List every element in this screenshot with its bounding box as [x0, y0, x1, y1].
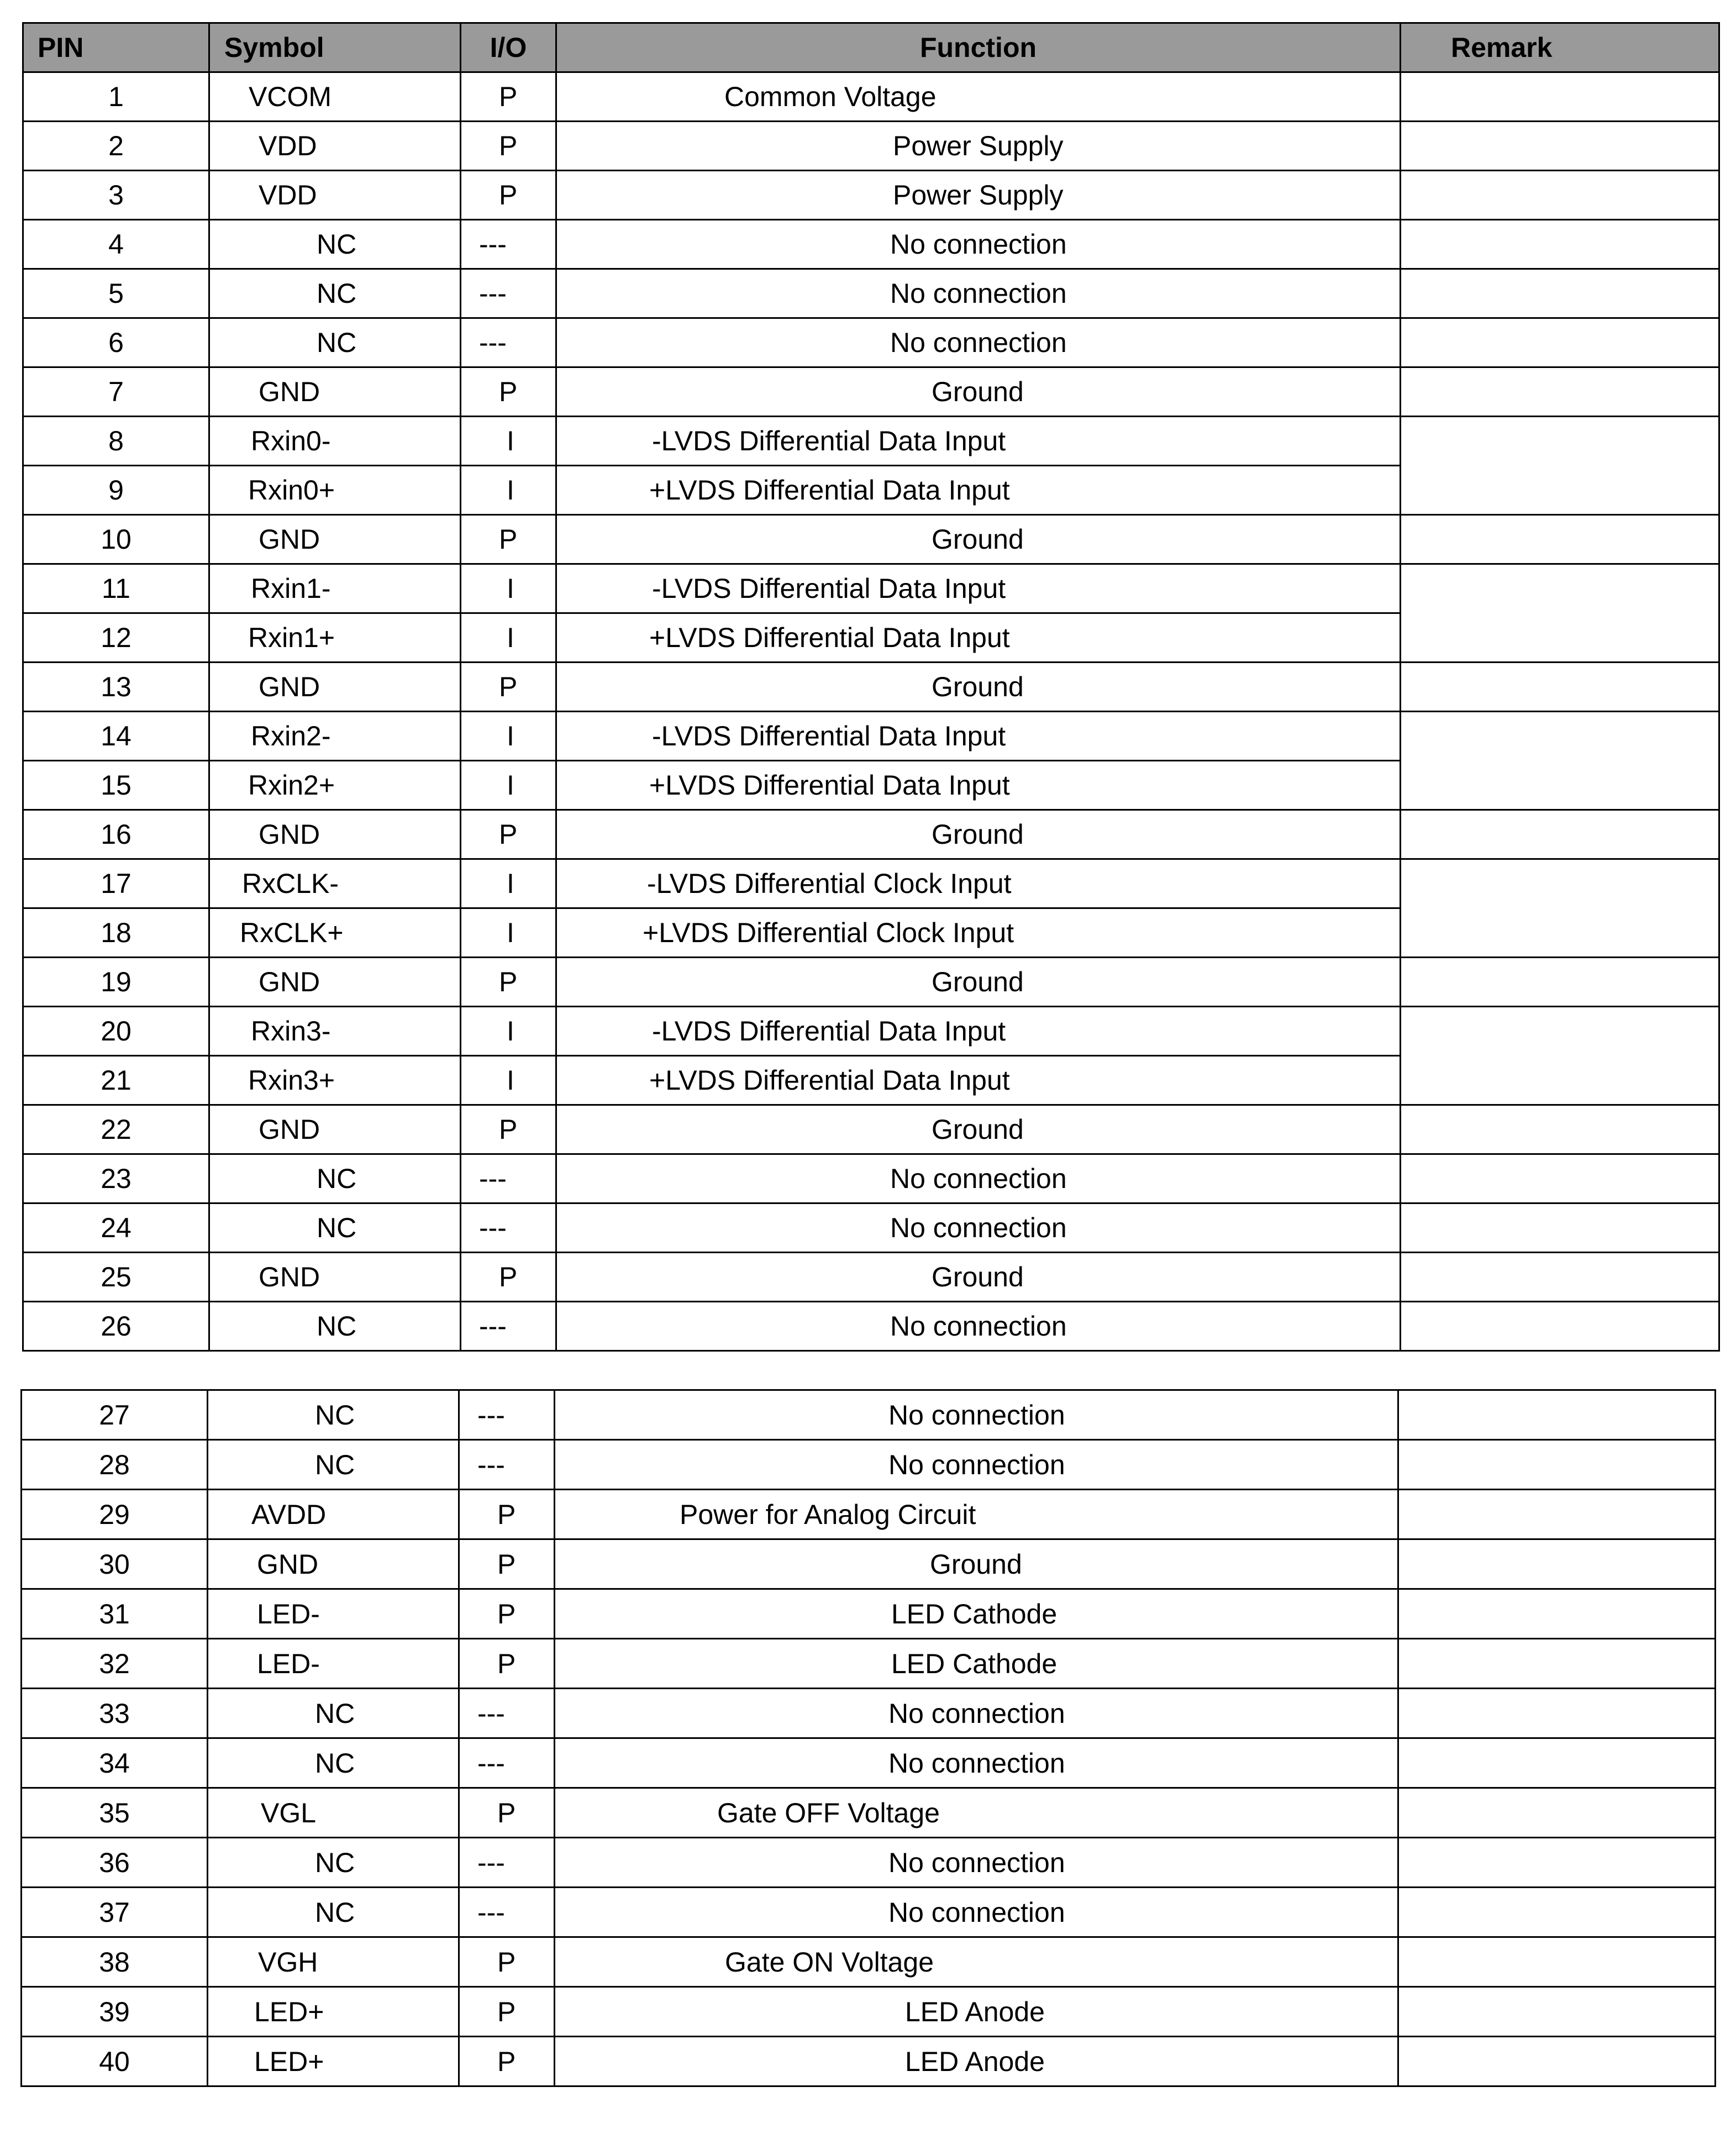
remark-cell [1401, 1154, 1719, 1203]
function-cell: No connection [556, 269, 1401, 318]
function-cell: No connection [555, 1738, 1398, 1788]
io-cell: P [459, 2037, 555, 2086]
symbol-cell: NC [209, 1203, 461, 1253]
symbol-cell: VDD [209, 122, 461, 171]
function-cell: Ground [556, 367, 1401, 417]
pin-cell: 8 [23, 417, 209, 466]
remark-cell [1398, 1689, 1716, 1738]
table-row [23, 712, 1719, 761]
header-row [23, 23, 1719, 72]
table-row [23, 515, 1719, 564]
symbol-cell: Rxin3- [209, 1007, 461, 1056]
symbol-cell: RxCLK+ [209, 908, 461, 958]
table-row [22, 1738, 1716, 1788]
table-row [23, 220, 1719, 269]
function-cell: Power for Analog Circuit [555, 1490, 1398, 1539]
pin-cell: 35 [22, 1788, 208, 1838]
remark-cell [1401, 171, 1719, 220]
io-cell: P [461, 1105, 556, 1154]
io-cell: P [461, 367, 556, 417]
pin-cell: 40 [22, 2037, 208, 2086]
pin-cell: 12 [23, 613, 209, 663]
table-row [22, 1440, 1716, 1490]
table-row [22, 1838, 1716, 1888]
pin-cell: 22 [23, 1105, 209, 1154]
table-row [22, 1788, 1716, 1838]
symbol-cell: NC [208, 1689, 459, 1738]
io-cell: P [459, 1937, 555, 1987]
function-cell: No connection [556, 1302, 1401, 1351]
pin-cell: 11 [23, 564, 209, 613]
symbol-cell: NC [208, 1838, 459, 1888]
function-cell: Ground [555, 1539, 1398, 1589]
remark-cell [1401, 712, 1719, 810]
symbol-cell: NC [209, 220, 461, 269]
symbol-cell: GND [209, 367, 461, 417]
symbol-cell: NC [208, 1390, 459, 1440]
function-cell: Ground [556, 1253, 1401, 1302]
symbol-cell: LED- [208, 1589, 459, 1639]
table-row [22, 1390, 1716, 1440]
io-cell: P [461, 72, 556, 122]
pin-table-part-2 [20, 1389, 1716, 2087]
remark-cell [1398, 1738, 1716, 1788]
io-cell: P [461, 171, 556, 220]
remark-cell [1398, 2037, 1716, 2086]
symbol-cell: LED+ [208, 2037, 459, 2086]
symbol-cell: NC [209, 1154, 461, 1203]
io-cell: --- [461, 1154, 556, 1203]
table-row [22, 1987, 1716, 2037]
remark-cell [1401, 367, 1719, 417]
pin-cell: 33 [22, 1689, 208, 1738]
symbol-cell: LED- [208, 1639, 459, 1689]
function-cell: No connection [556, 1154, 1401, 1203]
io-cell: P [461, 1253, 556, 1302]
remark-cell [1401, 564, 1719, 663]
symbol-cell: GND [209, 958, 461, 1007]
io-cell: P [461, 122, 556, 171]
function-cell: +LVDS Differential Data Input [556, 613, 1401, 663]
pin-cell: 14 [23, 712, 209, 761]
io-cell: P [459, 1490, 555, 1539]
symbol-cell: LED+ [208, 1987, 459, 2037]
pin-cell: 16 [23, 810, 209, 859]
table-row [23, 417, 1719, 466]
io-cell: P [459, 1539, 555, 1589]
table-row [22, 2037, 1716, 2086]
symbol-cell: GND [209, 810, 461, 859]
table-row [22, 1589, 1716, 1639]
function-cell: Power Supply [556, 122, 1401, 171]
symbol-cell: GND [209, 663, 461, 712]
remark-cell [1401, 859, 1719, 958]
io-cell: P [459, 1788, 555, 1838]
function-cell: LED Anode [555, 1987, 1398, 2037]
function-cell: No connection [556, 318, 1401, 367]
pin-cell: 9 [23, 466, 209, 515]
table-row [23, 122, 1719, 171]
remark-cell [1401, 72, 1719, 122]
table-row [23, 72, 1719, 122]
pin-cell: 6 [23, 318, 209, 367]
io-cell: --- [459, 1440, 555, 1490]
io-cell: P [459, 1639, 555, 1689]
pin-cell: 5 [23, 269, 209, 318]
function-cell: No connection [556, 220, 1401, 269]
io-cell: P [459, 1589, 555, 1639]
function-cell: Power Supply [556, 171, 1401, 220]
io-cell: --- [461, 1302, 556, 1351]
remark-cell [1398, 1639, 1716, 1689]
table-row [23, 318, 1719, 367]
remark-cell [1401, 1253, 1719, 1302]
header-function: Function [556, 23, 1401, 72]
function-cell: +LVDS Differential Clock Input [556, 908, 1401, 958]
pin-cell: 29 [22, 1490, 208, 1539]
pin-table-part-1 [22, 22, 1720, 1352]
symbol-cell: Rxin3+ [209, 1056, 461, 1105]
remark-cell [1398, 1390, 1716, 1440]
pin-cell: 20 [23, 1007, 209, 1056]
symbol-cell: NC [208, 1440, 459, 1490]
table-row [23, 958, 1719, 1007]
pin-cell: 30 [22, 1539, 208, 1589]
pin-cell: 2 [23, 122, 209, 171]
io-cell: P [459, 1987, 555, 2037]
symbol-cell: GND [209, 1105, 461, 1154]
symbol-cell: Rxin1+ [209, 613, 461, 663]
function-cell: -LVDS Differential Data Input [556, 1007, 1401, 1056]
symbol-cell: VGH [208, 1937, 459, 1987]
function-cell: -LVDS Differential Data Input [556, 564, 1401, 613]
remark-cell [1401, 515, 1719, 564]
symbol-cell: VDD [209, 171, 461, 220]
remark-cell [1401, 220, 1719, 269]
remark-cell [1398, 1589, 1716, 1639]
io-cell: --- [461, 318, 556, 367]
io-cell: --- [461, 1203, 556, 1253]
pin-cell: 27 [22, 1390, 208, 1440]
symbol-cell: NC [209, 318, 461, 367]
io-cell: --- [459, 1390, 555, 1440]
io-cell: P [461, 958, 556, 1007]
function-cell: +LVDS Differential Data Input [556, 761, 1401, 810]
pin-cell: 31 [22, 1589, 208, 1639]
header-symbol: Symbol [209, 23, 461, 72]
function-cell: -LVDS Differential Clock Input [556, 859, 1401, 908]
function-cell: -LVDS Differential Data Input [556, 417, 1401, 466]
pin-cell: 3 [23, 171, 209, 220]
io-cell: --- [461, 220, 556, 269]
pin-cell: 4 [23, 220, 209, 269]
table-row [22, 1888, 1716, 1937]
table-row [23, 1203, 1719, 1253]
table-row [23, 1302, 1719, 1351]
remark-cell [1401, 810, 1719, 859]
io-cell: --- [459, 1838, 555, 1888]
remark-cell [1401, 958, 1719, 1007]
function-cell: Common Voltage [556, 72, 1401, 122]
remark-cell [1398, 1888, 1716, 1937]
symbol-cell: GND [209, 515, 461, 564]
remark-cell [1398, 1788, 1716, 1838]
pin-cell: 38 [22, 1937, 208, 1987]
function-cell: Ground [556, 810, 1401, 859]
io-cell: I [461, 1007, 556, 1056]
io-cell: I [461, 761, 556, 810]
remark-cell [1401, 318, 1719, 367]
symbol-cell: AVDD [208, 1490, 459, 1539]
table-row [23, 859, 1719, 908]
pin-cell: 19 [23, 958, 209, 1007]
table-row [22, 1490, 1716, 1539]
function-cell: Gate ON Voltage [555, 1937, 1398, 1987]
table-row [23, 269, 1719, 318]
symbol-cell: Rxin0+ [209, 466, 461, 515]
symbol-cell: Rxin0- [209, 417, 461, 466]
function-cell: +LVDS Differential Data Input [556, 1056, 1401, 1105]
io-cell: --- [461, 269, 556, 318]
pin-cell: 21 [23, 1056, 209, 1105]
remark-cell [1401, 663, 1719, 712]
io-cell: I [461, 417, 556, 466]
pin-cell: 37 [22, 1888, 208, 1937]
function-cell: Ground [556, 663, 1401, 712]
symbol-cell: VGL [208, 1788, 459, 1838]
function-cell: LED Cathode [555, 1639, 1398, 1689]
function-cell: LED Cathode [555, 1589, 1398, 1639]
io-cell: --- [459, 1738, 555, 1788]
pin-cell: 36 [22, 1838, 208, 1888]
io-cell: I [461, 1056, 556, 1105]
function-cell: Gate OFF Voltage [555, 1788, 1398, 1838]
pin-cell: 18 [23, 908, 209, 958]
io-cell: I [461, 859, 556, 908]
table-row [23, 663, 1719, 712]
function-cell: -LVDS Differential Data Input [556, 712, 1401, 761]
pin-cell: 10 [23, 515, 209, 564]
symbol-cell: NC [209, 269, 461, 318]
function-cell: No connection [555, 1888, 1398, 1937]
table-row [23, 1154, 1719, 1203]
table-row [22, 1639, 1716, 1689]
table-row [23, 171, 1719, 220]
pin-cell: 39 [22, 1987, 208, 2037]
pin-cell: 34 [22, 1738, 208, 1788]
symbol-cell: NC [209, 1302, 461, 1351]
remark-cell [1401, 1203, 1719, 1253]
header-io: I/O [461, 23, 556, 72]
pin-cell: 28 [22, 1440, 208, 1490]
remark-cell [1401, 122, 1719, 171]
header-pin: PIN [23, 23, 209, 72]
symbol-cell: RxCLK- [209, 859, 461, 908]
io-cell: I [461, 908, 556, 958]
pin-cell: 13 [23, 663, 209, 712]
function-cell: No connection [556, 1203, 1401, 1253]
remark-cell [1401, 269, 1719, 318]
function-cell: No connection [555, 1838, 1398, 1888]
pin-cell: 17 [23, 859, 209, 908]
io-cell: --- [459, 1689, 555, 1738]
function-cell: Ground [556, 515, 1401, 564]
symbol-cell: GND [208, 1539, 459, 1589]
table-row [23, 564, 1719, 613]
table-row [22, 1539, 1716, 1589]
symbol-cell: Rxin1- [209, 564, 461, 613]
remark-cell [1401, 1105, 1719, 1154]
table-row [23, 1007, 1719, 1056]
io-cell: P [461, 663, 556, 712]
pin-cell: 7 [23, 367, 209, 417]
io-cell: P [461, 515, 556, 564]
remark-cell [1398, 1987, 1716, 2037]
symbol-cell: GND [209, 1253, 461, 1302]
function-cell: Ground [556, 1105, 1401, 1154]
pin-cell: 26 [23, 1302, 209, 1351]
remark-cell [1398, 1937, 1716, 1987]
io-cell: I [461, 466, 556, 515]
pin-cell: 24 [23, 1203, 209, 1253]
symbol-cell: Rxin2- [209, 712, 461, 761]
io-cell: --- [459, 1888, 555, 1937]
remark-cell [1398, 1539, 1716, 1589]
symbol-cell: NC [208, 1888, 459, 1937]
pin-cell: 1 [23, 72, 209, 122]
function-cell: +LVDS Differential Data Input [556, 466, 1401, 515]
function-cell: LED Anode [555, 2037, 1398, 2086]
remark-cell [1401, 1302, 1719, 1351]
symbol-cell: VCOM [209, 72, 461, 122]
table-row [22, 1937, 1716, 1987]
symbol-cell: NC [208, 1738, 459, 1788]
pin-cell: 23 [23, 1154, 209, 1203]
pin-cell: 15 [23, 761, 209, 810]
remark-cell [1398, 1440, 1716, 1490]
pin-cell: 32 [22, 1639, 208, 1689]
table-row [23, 1253, 1719, 1302]
table-row [23, 367, 1719, 417]
remark-cell [1398, 1490, 1716, 1539]
function-cell: No connection [555, 1689, 1398, 1738]
table-row [22, 1689, 1716, 1738]
remark-cell [1401, 417, 1719, 515]
function-cell: No connection [555, 1390, 1398, 1440]
io-cell: I [461, 613, 556, 663]
table-row [23, 810, 1719, 859]
io-cell: P [461, 810, 556, 859]
remark-cell [1401, 1007, 1719, 1105]
pin-cell: 25 [23, 1253, 209, 1302]
io-cell: I [461, 564, 556, 613]
table-row [23, 1105, 1719, 1154]
header-remark: Remark [1401, 23, 1719, 72]
remark-cell [1398, 1838, 1716, 1888]
symbol-cell: Rxin2+ [209, 761, 461, 810]
io-cell: I [461, 712, 556, 761]
function-cell: Ground [556, 958, 1401, 1007]
function-cell: No connection [555, 1440, 1398, 1490]
